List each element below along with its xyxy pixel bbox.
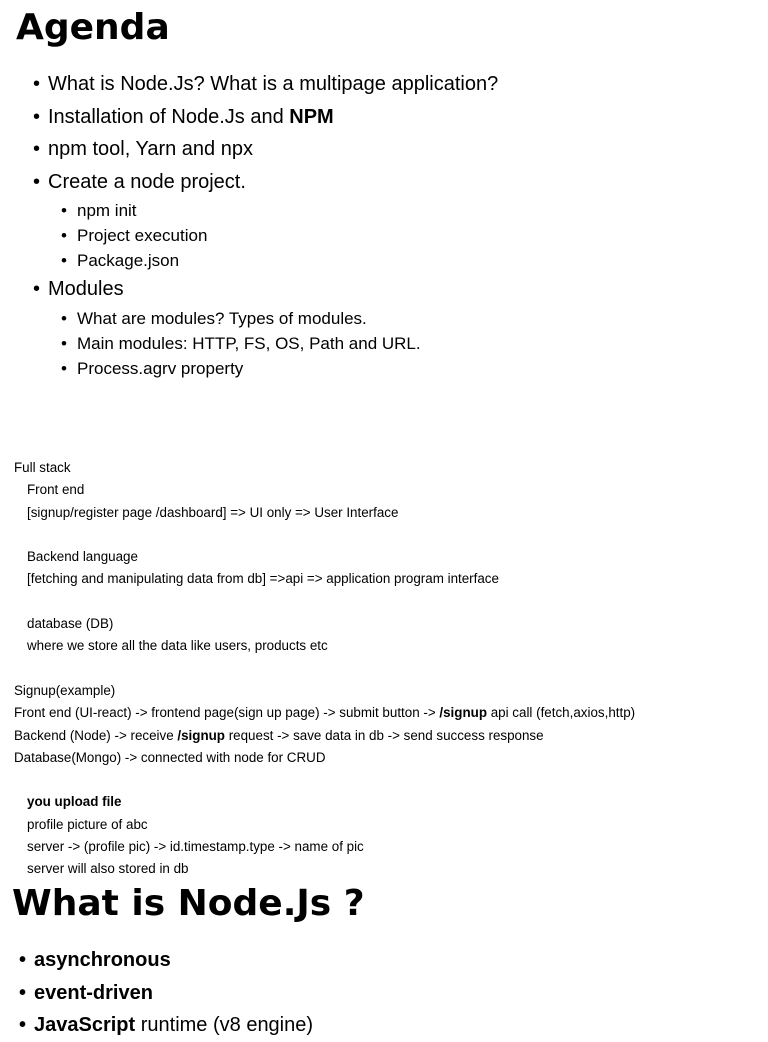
note-upload-file (14, 791, 734, 813)
note-spacer (14, 591, 734, 613)
note-backend-detail: [fetching and manipulating data from db] =>api => application program interface (27, 571, 499, 587)
node-item-runtime (19, 1009, 313, 1042)
agenda-list (33, 68, 498, 381)
note-text: Front end (UI-react) -> frontend page(sign up page) -> submit button -> (14, 705, 440, 721)
node-item-event-driven: • event-driven (19, 977, 313, 1010)
note-server-store: server will also stored in db (27, 861, 189, 877)
sub-item-process-argv: • Process.agrv property (33, 356, 498, 381)
agenda-item-nodejs: • What is Node.Js? What is a multipage application? (33, 68, 498, 101)
agenda-item-create-project: • Create a node project. (33, 166, 498, 199)
node-title: What is Node.Js ? (12, 883, 365, 924)
note-text: Backend (Node) -> receive (14, 727, 178, 743)
note-signup-route: /signup (177, 727, 225, 743)
note-upload-heading: you upload file (27, 794, 122, 810)
sub-item-module-types: • What are modules? Types of modules. (33, 306, 498, 331)
node-list (19, 944, 313, 1042)
node-item-asynchronous: • asynchronous (19, 944, 313, 977)
note-text: request -> save data in db -> send success response (224, 727, 544, 743)
agenda-item-modules: • Modules (33, 273, 498, 306)
note-spacer (14, 524, 734, 546)
note-text: api call (fetch,axios,http) (487, 705, 636, 721)
note-database-detail: where we store all the data like users, products etc (27, 638, 328, 654)
sub-item-npm-init: • npm init (33, 198, 498, 223)
javascript-text: JavaScript (34, 1014, 136, 1036)
note-signup-frontend (14, 702, 734, 724)
note-signup-route: /signup (439, 705, 487, 721)
note-backend: Backend language (27, 549, 138, 565)
note-spacer (14, 658, 734, 680)
agenda-title: Agenda (16, 7, 170, 48)
npm-text: NPM (289, 105, 334, 128)
installation-text: Installation of Node.Js and (48, 105, 290, 128)
note-profile-picture: profile picture of abc (27, 816, 148, 832)
notes-panel (14, 457, 734, 877)
agenda-item-installation (33, 101, 498, 134)
agenda-item-tools: • npm tool, Yarn and npx (33, 133, 498, 166)
runtime-text: runtime (v8 engine) (135, 1014, 314, 1036)
note-server-naming: server -> (profile pic) -> id.timestamp.type -> name of pic (27, 839, 364, 855)
note-signup-example: Signup(example) (14, 682, 116, 698)
note-database: database (DB) (27, 616, 114, 632)
note-signup-backend (14, 725, 734, 747)
sub-item-project-execution: • Project execution (33, 223, 498, 248)
note-signup-database: Database(Mongo) -> connected with node for CRUD (14, 749, 326, 765)
note-front-end-detail: [signup/register page /dashboard] => UI only => User Interface (27, 504, 399, 520)
note-spacer (14, 769, 734, 791)
sub-item-main-modules: • Main modules: HTTP, FS, OS, Path and URL. (33, 331, 498, 356)
sub-item-package-json: • Package.json (33, 248, 498, 273)
note-full-stack: Full stack (14, 460, 71, 475)
note-front-end: Front end (27, 482, 85, 498)
